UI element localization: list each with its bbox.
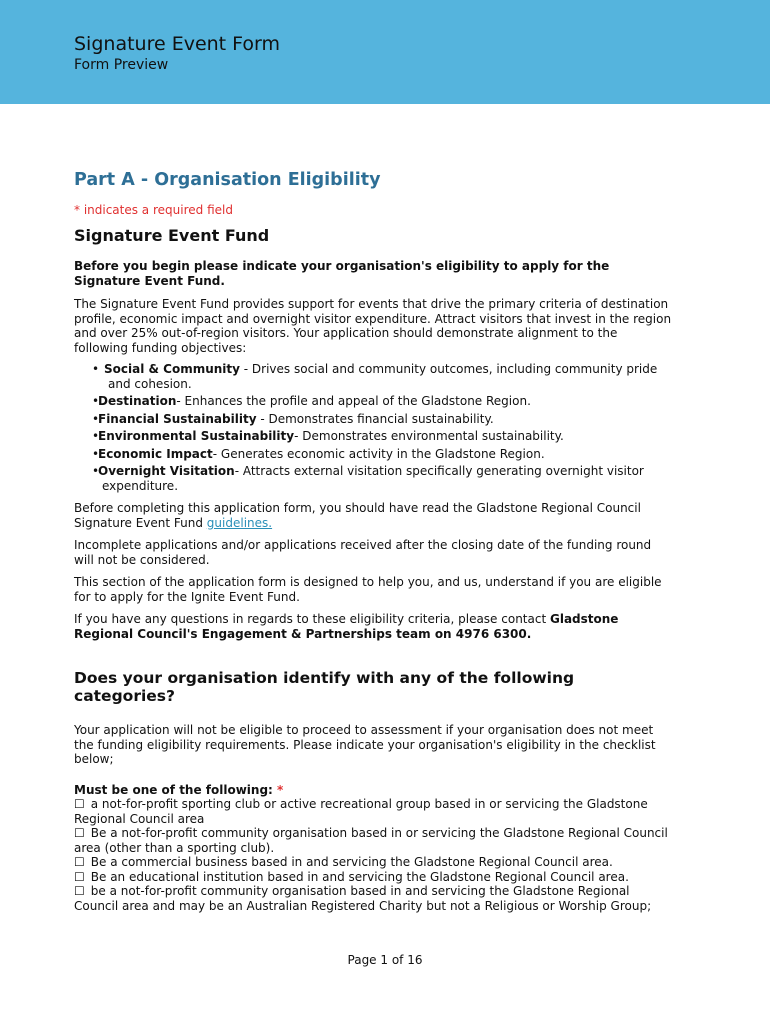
- checkbox-icon[interactable]: ☐: [74, 884, 85, 898]
- objective-title: Overnight Visitation: [98, 464, 235, 478]
- contact-paragraph: [74, 612, 674, 641]
- guidelines-text: Before completing this application form, you should have read the Gladstone Regional Council Signature Event Fund: [74, 501, 641, 530]
- eligibility-explanation: Your application will not be eligible to proceed to assessment if your organisation does not meet the funding eligibility requirements. Please indicate your organisation's eligibility in the checklist below;: [74, 723, 656, 766]
- part-title: Part A - Organisation Eligibility: [74, 170, 381, 190]
- checklist-option[interactable]: [74, 884, 674, 913]
- form-header: [0, 0, 770, 104]
- eligibility-checklist: [74, 797, 674, 913]
- bullet-icon: •: [92, 362, 100, 376]
- form-subtitle: Form Preview: [74, 57, 169, 73]
- option-label: Be a commercial business based in and servicing the Gladstone Regional Council area.: [90, 855, 613, 869]
- objective-item: [74, 362, 674, 391]
- option-label: a not-for-profit sporting club or active recreational group based in or servicing the Gladstone Regional Council area: [74, 797, 648, 826]
- option-label: Be an educational institution based in and servicing the Gladstone Regional Council area.: [90, 869, 629, 884]
- bullet-icon: •: [92, 446, 100, 461]
- checkbox-icon[interactable]: ☐: [74, 826, 85, 840]
- objective-item: [74, 464, 674, 493]
- checkbox-icon[interactable]: ☐: [74, 869, 85, 884]
- guidelines-link[interactable]: guidelines.: [206, 515, 273, 530]
- contact-text: If you have any questions in regards to these eligibility criteria, please contact: [74, 612, 550, 626]
- objective-text: - Demonstrates environmental sustainability.: [294, 429, 564, 443]
- objective-title: Environmental Sustainability: [98, 429, 295, 443]
- bullet-icon: •: [92, 411, 100, 426]
- required-field-note: * indicates a required field: [74, 203, 233, 217]
- checkbox-icon[interactable]: ☐: [74, 855, 85, 869]
- objective-item: [74, 447, 674, 462]
- checkbox-icon[interactable]: ☐: [74, 797, 85, 811]
- objective-title: Financial Sustainability: [98, 411, 257, 426]
- option-label: Be a not-for-profit community organisation based in or servicing the Gladstone Regional Council area (other than a sporting club).: [74, 826, 668, 855]
- bullet-icon: •: [92, 429, 100, 443]
- objective-title: Destination: [98, 394, 177, 408]
- objective-text: - Demonstrates financial sustainability.: [256, 411, 494, 426]
- objective-text: - Attracts external visitation specifically generating overnight visitor expenditure.: [102, 464, 644, 493]
- objective-text: - Generates economic activity in the Gladstone Region.: [212, 446, 545, 461]
- option-label: be a not-for-profit community organisation based in and servicing the Gladstone Regional Council area and may be an Australian Registered Charity but not a Religious or Worship Group;: [74, 884, 652, 913]
- incomplete-note: Incomplete applications and/or applications received after the closing date of the funding round will not be considered.: [74, 538, 652, 567]
- required-star: *: [277, 782, 284, 797]
- guidelines-paragraph: [74, 501, 674, 530]
- form-content: [74, 170, 674, 913]
- objective-text: - Enhances the profile and appeal of the Gladstone Region.: [176, 394, 531, 408]
- objective-title: Social & Community: [104, 362, 240, 376]
- objective-item: [74, 412, 674, 427]
- categories-question: Does your organisation identify with any of the following categories?: [74, 669, 575, 705]
- must-be-label: Must be one of the following:: [74, 782, 278, 797]
- form-title: Signature Event Form: [74, 33, 281, 55]
- funding-objectives-list: [74, 362, 674, 493]
- bullet-icon: •: [92, 464, 100, 478]
- objective-text: - Drives social and community outcomes, including community pride and cohesion.: [108, 362, 658, 391]
- section-purpose: This section of the application form is designed to help you, and us, understand if you are eligible for to apply for the Ignite Event Fund.: [74, 575, 662, 604]
- intro-statement: Before you begin please indicate your organisation's eligibility to apply for the Signature Event Fund.: [74, 259, 610, 288]
- bullet-icon: •: [92, 394, 100, 408]
- checklist-option[interactable]: [74, 855, 674, 870]
- fund-description: The Signature Event Fund provides support for events that drive the primary criteria of destination profile, economic impact and overnight visitor expenditure. Attract visitors that invest in the region and over 25% out-of-region visitors. Your application should demonstrate alignment to the following funding objectives:: [74, 297, 672, 355]
- contact-details: Gladstone Regional Council's Engagement & Partnerships team on 4976 6300.: [74, 612, 619, 641]
- fund-heading: Signature Event Fund: [74, 226, 270, 245]
- checklist-option[interactable]: [74, 826, 674, 855]
- page-number: Page 1 of 16: [347, 953, 423, 967]
- objective-title: Economic Impact: [98, 446, 213, 461]
- checklist-label: [74, 783, 674, 798]
- checklist-option[interactable]: [74, 797, 674, 826]
- checklist-option[interactable]: [74, 870, 674, 885]
- objective-item: [74, 429, 674, 444]
- objective-item: [74, 394, 674, 409]
